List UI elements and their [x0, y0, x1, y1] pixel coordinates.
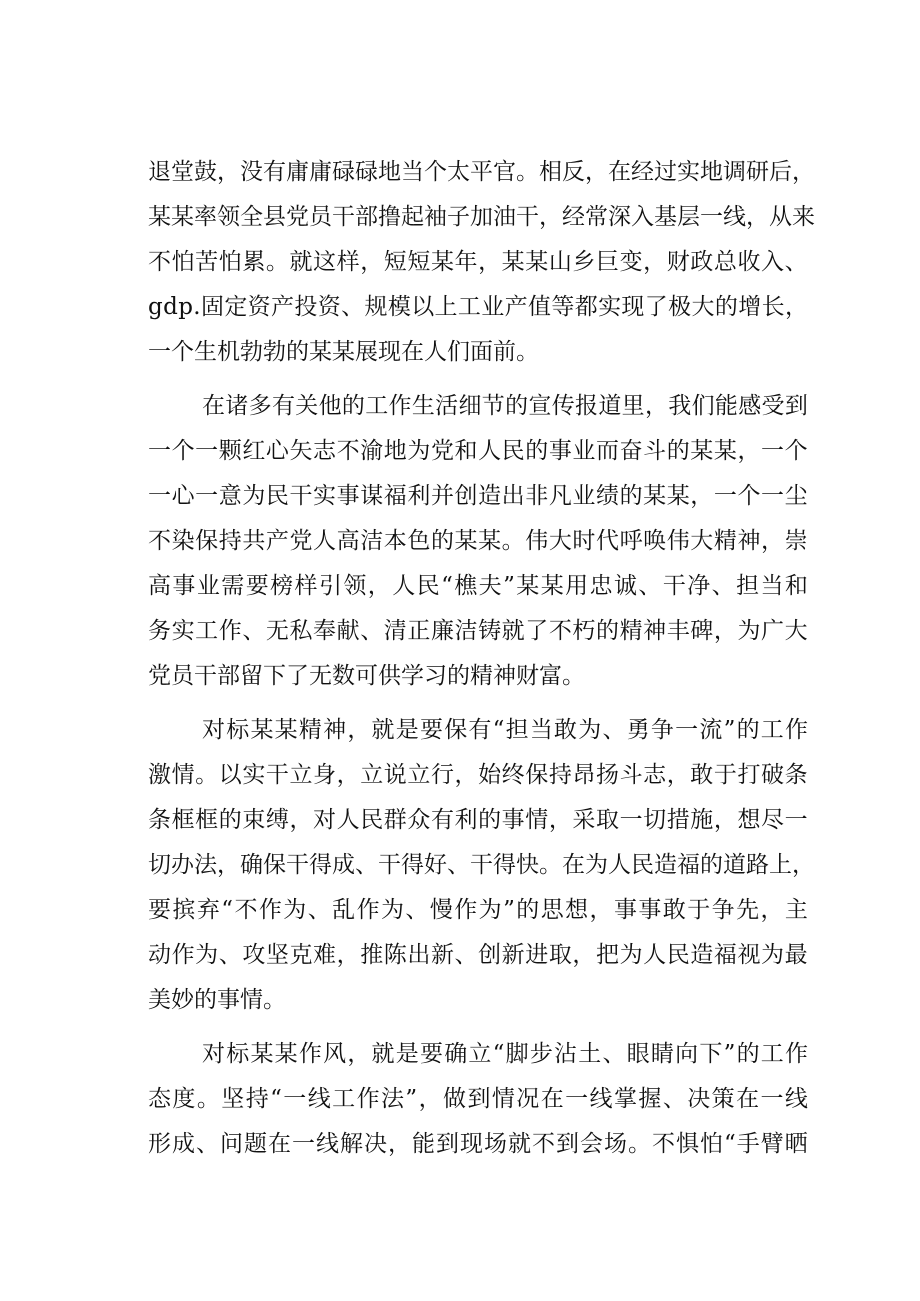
text-line: 激 情 。 以 实 干 立 身 ， 立 说 立 行 ， 始 终 保 持 昂 扬 斗 志 ， 敢 于 打 破 条 [148, 762, 808, 788]
text-line: 某 某 率 领 全 县 党 员 干 部 撸 起 袖 子 加 油 干 ， 经 常 深 入 基 层 一 线 ， 从 来 [148, 204, 815, 230]
text-line: 切 办 法 ， 确 保 干 得 成 、 干 得 好 、 干 得 快 。 在 为 人 民 造 福 的 道 路 上 ， [148, 852, 815, 878]
text-line: g d p . 固 定 资 产 投 资 、 规 模 以 上 工 业 产 值 等 都 实 现 了 极 大 的 增 长 ， [148, 294, 808, 320]
text-line: 动 作 为 、 攻 坚 克 难 ， 推 陈 出 新 、 创 新 进 取 ， 把 为 人 民 造 福 视 为 最 [148, 942, 808, 968]
text-line: 不 染 保 持 共 产 党 人 高 洁 本 色 的 某 某 。 伟 大 时 代 呼 唤 伟 大 精 神 ， 崇 [148, 528, 808, 554]
document-body [148, 150, 815, 1167]
text-line: 务 实 工 作 、 无 私 奉 献 、 清 正 廉 洁 铸 就 了 不 朽 的 精 神 丰 碑 ， 为 广 大 [148, 618, 808, 644]
text-line: 形 成 、 问 题 在 一 线 解 决 ， 能 到 现 场 就 不 到 会 场 。 不 惧 怕 “ 手 臂 晒 [148, 1131, 808, 1157]
text-line: 在 诸 多 有 关 他 的 工 作 生 活 细 节 的 宣 传 报 道 里 ， 我 们 能 感 受 到 [202, 393, 808, 419]
text-line: 美妙的事情。 [148, 987, 286, 1013]
text-line: 一 个 一 颗 红 心 矢 志 不 渝 地 为 党 和 人 民 的 事 业 而 奋 斗 的 某 某 ， 一 个 [148, 438, 808, 464]
text-line: 对 标 某 某 精 神 ， 就 是 要 保 有 “ 担 当 敢 为 、 勇 争 一 流 ” 的 工 作 [202, 717, 808, 743]
text-line: 态 度 。 坚 持 “ 一 线 工 作 法 ” ， 做 到 情 况 在 一 线 掌 握 、 决 策 在 一 线 [148, 1086, 808, 1112]
text-line: 退 堂 鼓 ， 没 有 庸 庸 碌 碌 地 当 个 太 平 官 。 相 反 ， 在 经 过 实 地 调 研 后 ， [148, 159, 815, 185]
text-line: 一个生机勃勃的某某展现在人们面前。 [148, 339, 539, 365]
text-line: 党员干部留下了无数可供学习的精神财富。 [148, 663, 585, 689]
text-line: 一 心 一 意 为 民 干 实 事 谋 福 利 并 创 造 出 非 凡 业 绩 的 某 某 ， 一 个 一 尘 [148, 483, 808, 509]
text-line: 要 摈 弃 “ 不 作 为 、 乱 作 为 、 慢 作 为 ” 的 思 想 ， 事 事 敢 于 争 先 ， 主 [148, 897, 808, 923]
text-line: 不 怕 苦 怕 累 。 就 这 样 ， 短 短 某 年 ， 某 某 山 乡 巨 变 ， 财 政 总 收 入 、 [148, 249, 808, 275]
text-line: 对 标 某 某 作 风 ， 就 是 要 确 立 “ 脚 步 沾 土 、 眼 睛 向 下 ” 的 工 作 [202, 1041, 808, 1067]
text-line: 高 事 业 需 要 榜 样 引 领 ， 人 民 “ 樵 夫 ” 某 某 用 忠 诚 、 干 净 、 担 当 和 [148, 573, 808, 599]
text-line: 条 框 框 的 束 缚 ， 对 人 民 群 众 有 利 的 事 情 ， 采 取 一 切 措 施 ， 想 尽 一 [148, 807, 808, 833]
